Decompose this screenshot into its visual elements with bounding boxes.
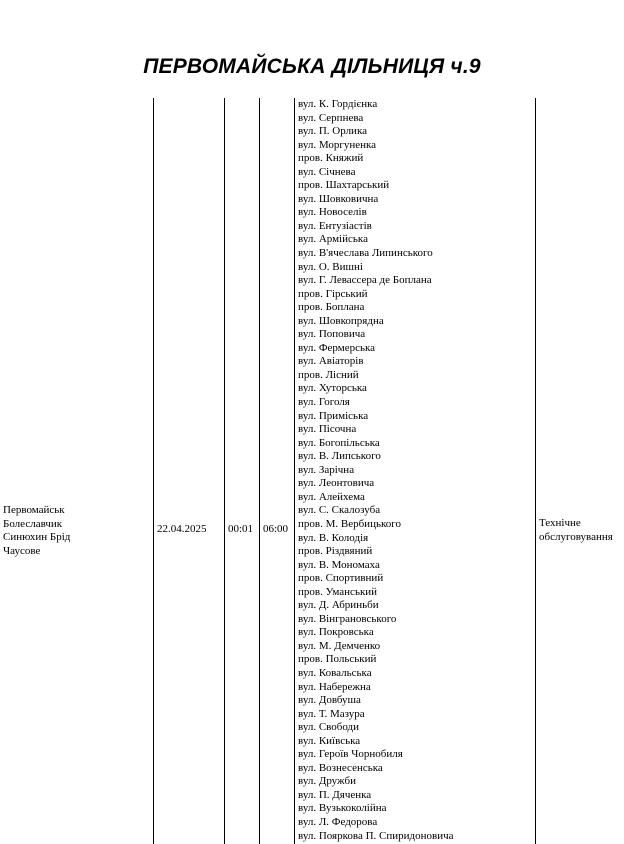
street-item: вул. Ковальська bbox=[298, 666, 372, 679]
street-item: вул. Д. Абриньби bbox=[298, 599, 379, 612]
street-item: вул. Ентузіастів bbox=[298, 219, 372, 232]
reason-line: Технічне bbox=[539, 517, 581, 529]
street-item: вул. Зарічна bbox=[298, 463, 355, 476]
settlement-name: Синюхин Брід bbox=[3, 531, 71, 544]
street-item: вул. Набережна bbox=[298, 680, 371, 693]
time-to-cell: 06:00 bbox=[263, 523, 289, 535]
street-item: вул. В. Колодія bbox=[298, 531, 369, 544]
street-item: пров. Спортивний bbox=[298, 572, 384, 585]
street-item: вул. Поповича bbox=[298, 328, 366, 341]
column-divider bbox=[259, 98, 260, 844]
street-item: вул. Моргуненка bbox=[298, 138, 377, 151]
street-item: вул. Фермерська bbox=[298, 341, 376, 354]
street-item: вул. М. Демченко bbox=[298, 639, 381, 652]
street-item: пров. Уманський bbox=[298, 585, 378, 598]
street-item: вул. Алейхема bbox=[298, 490, 365, 503]
street-item: вул. Пісочна bbox=[298, 423, 357, 436]
street-item: вул. Київська bbox=[298, 734, 361, 747]
settlement-name: Первомайськ bbox=[3, 504, 65, 516]
street-item: вул. Вознесенська bbox=[298, 761, 383, 774]
street-item: вул. Довбуша bbox=[298, 694, 361, 707]
street-item: вул. Л. Федорова bbox=[298, 815, 378, 828]
street-item: пров. Гірський bbox=[298, 287, 368, 300]
street-item: вул. Вінграновського bbox=[298, 612, 397, 625]
street-item: вул. Леонтовича bbox=[298, 477, 375, 490]
street-item: вул. В. Липського bbox=[298, 450, 381, 463]
street-item: вул. В'ячеслава Липинського bbox=[298, 247, 433, 260]
street-item: вул. Дружби bbox=[298, 775, 356, 788]
street-item: вул. С. Скалозуба bbox=[298, 504, 381, 517]
street-item: вул. Шовкопрядна bbox=[298, 314, 384, 327]
street-item: пров. Боплана bbox=[298, 301, 365, 314]
street-item: пров. Лісний bbox=[298, 368, 359, 381]
street-item: пров. М. Вербицького bbox=[298, 517, 401, 530]
streets-cell bbox=[298, 98, 534, 843]
street-item: вул. Богопільська bbox=[298, 436, 380, 449]
street-item: вул. Шовковична bbox=[298, 192, 379, 205]
settlement-name: Чаусове bbox=[3, 544, 41, 557]
outage-table bbox=[0, 98, 624, 844]
street-item: вул. Т. Мазура bbox=[298, 707, 365, 720]
street-item: вул. Героїв Чорнобиля bbox=[298, 748, 403, 761]
street-item: вул. Хуторська bbox=[298, 382, 367, 395]
column-divider bbox=[224, 98, 225, 844]
street-item: вул. Гоголя bbox=[298, 396, 350, 409]
reason-line: обслуговування bbox=[539, 530, 613, 543]
street-item: пров. Різдвяний bbox=[298, 545, 373, 558]
street-item: пров. Польський bbox=[298, 653, 377, 666]
street-item: вул. Авіаторів bbox=[298, 355, 364, 368]
street-item: вул. В. Мономаха bbox=[298, 558, 380, 571]
street-item: вул. Покровська bbox=[298, 626, 374, 639]
column-divider bbox=[294, 98, 295, 844]
settlements-cell bbox=[3, 504, 153, 558]
street-item: вул. П. Дяченка bbox=[298, 788, 372, 801]
street-item: вул. Січнева bbox=[298, 165, 356, 178]
street-item: вул. Вузькоколійна bbox=[298, 802, 387, 815]
column-divider bbox=[153, 98, 154, 844]
page-title: ПЕРВОМАЙСЬКА ДІЛЬНИЦЯ ч.9 bbox=[143, 55, 481, 78]
street-item: вул. Пояркова П. Спиридоновича bbox=[298, 829, 454, 842]
time-from-cell: 00:01 bbox=[228, 523, 254, 535]
street-item: вул. Свободи bbox=[298, 721, 360, 734]
street-item: вул. Новоселів bbox=[298, 206, 367, 219]
settlement-name: Болеславчик bbox=[3, 517, 63, 530]
date-cell: 22.04.2025 bbox=[157, 523, 207, 535]
street-item: пров. Шахтарський bbox=[298, 179, 390, 192]
street-item: вул. О. Вишні bbox=[298, 260, 363, 273]
street-item: вул. Г. Левассера де Боплана bbox=[298, 274, 432, 287]
column-divider bbox=[535, 98, 536, 844]
street-item: вул. К. Гордієнка bbox=[298, 98, 378, 110]
street-item: вул. Приміська bbox=[298, 409, 369, 422]
street-item: пров. Княжий bbox=[298, 152, 364, 165]
street-item: вул. П. Орлика bbox=[298, 125, 368, 138]
street-item: вул. Серпнева bbox=[298, 111, 364, 124]
reason-cell bbox=[539, 517, 623, 544]
street-item: вул. Армійська bbox=[298, 233, 368, 246]
